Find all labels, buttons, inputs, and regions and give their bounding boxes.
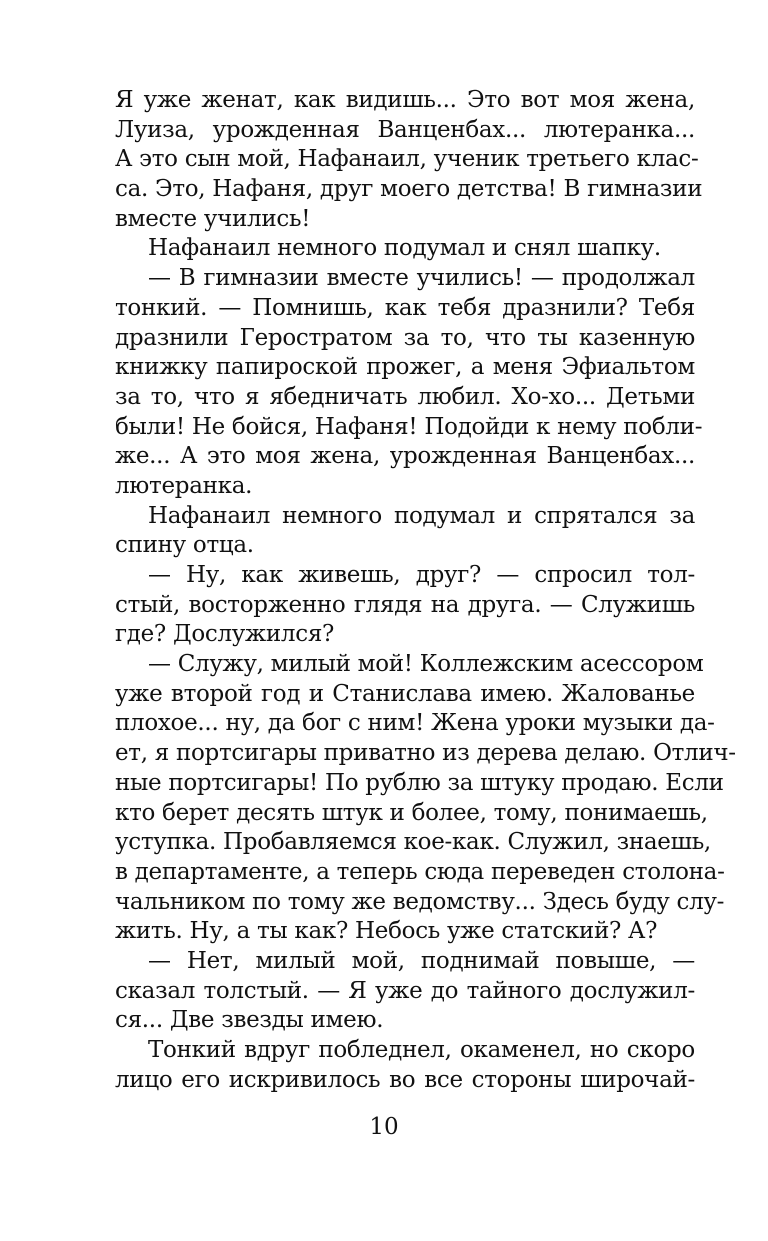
text-line: плохое... ну, да бог с ним! Жена уроки музыки да- xyxy=(115,710,715,737)
text-line: Я уже женат, как видишь... Это вот моя жена, xyxy=(115,87,695,113)
text-line: Нафанаил немного подумал и спрятался за xyxy=(148,502,695,529)
text-line: А это сын мой, Нафанаил, ученик третьего клас- xyxy=(115,146,699,173)
text-line: дразнили Геростратом за то, что ты казенную xyxy=(115,324,695,351)
text-line: тонкий. — Помнишь, как тебя дразнили? Тебя xyxy=(115,294,695,321)
text-line: уже второй год и Станислава имею. Жалованье xyxy=(115,680,695,707)
text-line: ные портсигары! По рублю за штуку продаю. Если xyxy=(115,769,724,796)
text-line: книжку папироской прожег, а меня Эфиальтом xyxy=(115,354,695,381)
text-line: спину отца. xyxy=(115,532,254,559)
text-line: чальником по тому же ведомству... Здесь буду слу- xyxy=(115,888,725,915)
page-number: 10 xyxy=(369,1114,399,1140)
text-line: лютеранка. xyxy=(115,472,253,499)
text-line: са. Это, Нафаня, друг моего детства! В гимназии xyxy=(115,176,703,203)
text-line: Нафанаил немного подумал и снял шапку. xyxy=(148,235,661,262)
text-line: ся... Две звезды имею. xyxy=(115,1007,384,1034)
text-line: же... А это моя жена, урожденная Ванценбах... xyxy=(115,443,695,470)
text-line: — Ну, как живешь, друг? — спросил тол- xyxy=(148,562,695,588)
text-line: вместе учились! xyxy=(115,205,311,232)
body-text xyxy=(115,86,736,1095)
text-line: уступка. Пробавляемся кое-как. Служил, знаешь, xyxy=(115,829,711,856)
text-line: — Нет, милый мой, поднимай повыше, — xyxy=(148,947,695,974)
text-line: — В гимназии вместе учились! — продолжал xyxy=(148,265,695,292)
text-line: где? Дослужился? xyxy=(115,621,335,648)
text-line: Тонкий вдруг побледнел, окаменел, но скоро xyxy=(148,1037,695,1063)
text-line: сказал толстый. — Я уже до тайного дослужил- xyxy=(115,977,695,1004)
text-line: жить. Ну, а ты как? Небось уже статский? А? xyxy=(115,918,658,945)
text-line: кто берет десять штук и более, тому, понимаешь, xyxy=(115,799,708,826)
text-line: были! Не бойся, Нафаня! Подойди к нему побли- xyxy=(115,413,703,440)
text-line: за то, что я ябедничать любил. Хо-хо... Детьми xyxy=(115,383,695,410)
text-line: — Служу, милый мой! Коллежским асессором xyxy=(148,651,704,678)
text-line: Луиза, урожденная Ванценбах... лютеранка... xyxy=(115,116,695,143)
text-line: в департаменте, а теперь сюда переведен столона- xyxy=(115,858,725,885)
text-line: стый, восторженно глядя на друга. — Служишь xyxy=(115,591,695,618)
text-line: лицо его искривилось во все стороны широчай- xyxy=(115,1066,695,1093)
text-line: ет, я портсигары приватно из дерева делаю. Отлич- xyxy=(115,740,736,767)
